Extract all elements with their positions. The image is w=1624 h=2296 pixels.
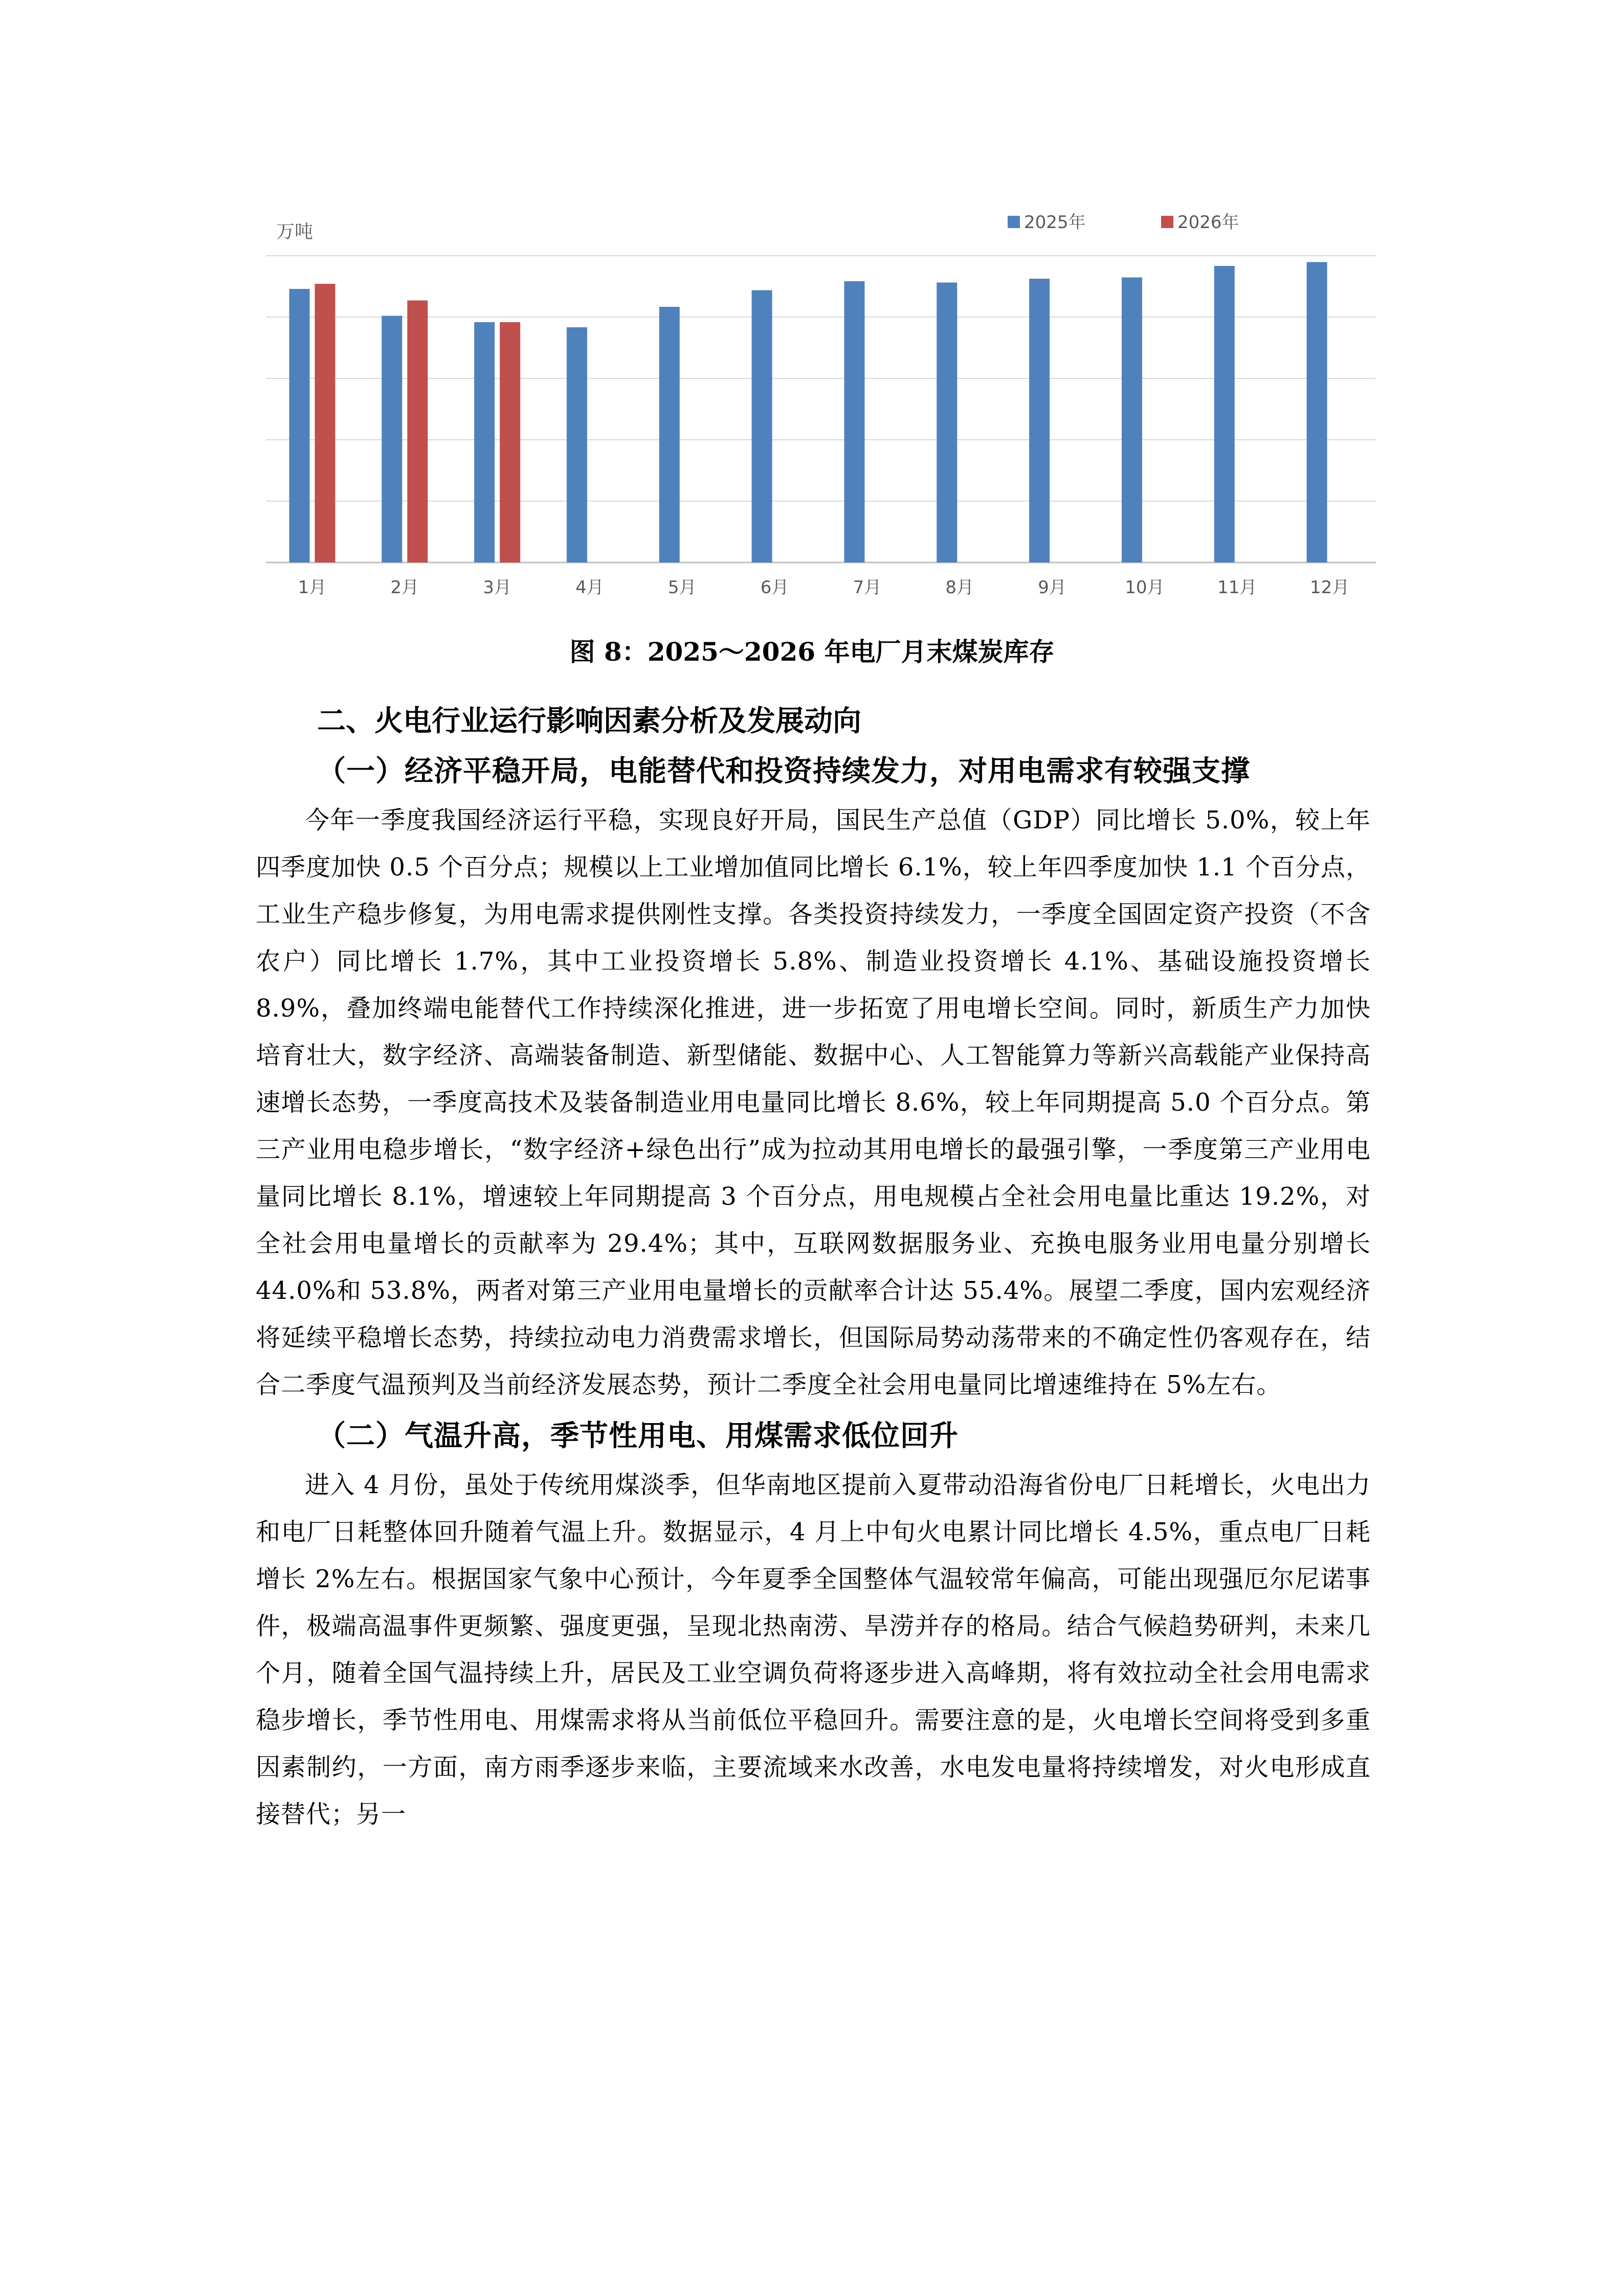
bar-2025-11 [1214,266,1235,562]
x-tick-label: 2月 [390,577,419,598]
bar-2026-3 [500,322,520,562]
x-tick-label: 8月 [945,577,974,598]
bar-2025-5 [659,307,680,562]
x-tick-label: 5月 [668,577,697,598]
bar-2025-9 [1029,279,1050,562]
bar-2026-2 [407,301,428,563]
section-heading: 二、火电行业运行影响因素分析及发展动向 [317,705,861,738]
paragraph-2: 进入 4 月份，虽处于传统用煤淡季，但华南地区提前入夏带动沿海省份电厂日耗增长，火电出力和电厂日耗整体回升随着气温上升。数据显示，4 月上中旬火电累计同比增长 4.5%，重点电厂日耗增长 2%左右。根据国家气象中心预计，今年夏季全国整体气温较常年偏高，可能出现强厄尔尼诺事件，极端高温事件更频繁、强度更强，呈现北热南涝、旱涝并存的格局。结合气候趋势研判，未来几个月，随着全国气温持续上升，居民及工业空调负荷将逐步进入高峰期，将有效拉动全社会用电需求稳步增长，季节性用电、用煤需求将从当前低位平稳回升。需要注意的是，火电增长空间将受到多重因素制约，一方面，南方雨季逐步来临，主要流域来水改善，水电发电量将持续增发，对火电形成直接替代；另一 [256,1471,1371,1829]
bar-2025-7 [844,281,864,562]
bar-2025-3 [474,322,495,562]
chart-legend [1008,212,1239,233]
legend-swatch [1161,216,1173,228]
x-tick-label: 9月 [1038,577,1066,598]
article-body [256,696,1371,1838]
x-tick-label: 10月 [1125,577,1165,598]
bar-2025-8 [937,283,957,563]
bar-2025-4 [567,327,587,562]
bar-2025-6 [752,290,772,563]
paragraph-1: 今年一季度我国经济运行平稳，实现良好开局，国民生产总值（GDP）同比增长 5.0%，较上年四季度加快 0.5 个百分点；规模以上工业增加值同比增长 6.1%，较上年四季度加快 1.1 个百分点，工业生产稳步修复，为用电需求提供刚性支撑。各类投资持续发力，一季度全国固定资产投资（不含农户）同比增长 1.7%，其中工业投资增长 5.8%、制造业投资增长 4.1%、基础设施投资增长 8.9%，叠加终端电能替代工作持续深化推进，进一步拓宽了用电增长空间。同时，新质生产力加快培育壮大，数字经济、高端装备制造、新型储能、数据中心、人工智能算力等新兴高载能产业保持高速增长态势，一季度高技术及装备制造业用电量同比增长 8.6%，较上年同期提高 5.0 个百分点。第三产业用电稳步增长，“数字经济+绿色出行”成为拉动其用电增长的最强引擎，一季度第三产业用电量同比增长 8.1%，增速较上年同期提高 3 个百分点，用电规模占全社会用电量比重达 19.2%，对全社会用电量增长的贡献率为 29.4%；其中，互联网数据服务业、充换电服务业用电量分别增长 44.0%和 53.8%，两者对第三产业用电量增长的贡献率合计达 55.4%。展望二季度，国内宏观经济将延续平稳增长态势，持续拉动电力消费需求增长，但国际局势动荡带来的不确定性仍客观存在，结合二季度气温预判及当前经济发展态势，预计二季度全社会用电量同比增速维持在 5%左右。 [256,806,1371,1399]
coal-inventory-bar-chart [256,205,1391,624]
chart-x-tick-labels [298,577,1350,598]
bar-2025-10 [1122,278,1142,563]
bar-2026-1 [315,284,335,562]
subsection-heading-2: （二）气温升高，季节性用电、用煤需求低位回升 [317,1420,959,1453]
bar-2025-12 [1307,262,1327,563]
x-tick-label: 6月 [760,577,789,598]
x-tick-label: 3月 [483,577,511,598]
x-tick-label: 11月 [1217,577,1257,598]
x-tick-label: 4月 [575,577,604,598]
legend-label: 2025年 [1024,212,1086,233]
chart-bars [289,262,1327,563]
legend-label: 2026年 [1177,212,1239,233]
x-tick-label: 1月 [298,577,327,598]
y-unit-label: 万吨 [276,221,314,242]
x-tick-label: 7月 [853,577,882,598]
subsection-heading-1: （一）经济平稳开局，电能替代和投资持续发力，对用电需求有较强支撑 [317,755,1250,788]
figure-caption: 图 8：2025～2026 年电厂月末煤炭库存 [569,637,1055,667]
bar-2025-2 [382,316,402,563]
bar-2025-1 [289,289,309,562]
x-tick-label: 12月 [1309,577,1350,598]
chart-gridlines [266,256,1376,562]
legend-swatch [1008,216,1020,228]
